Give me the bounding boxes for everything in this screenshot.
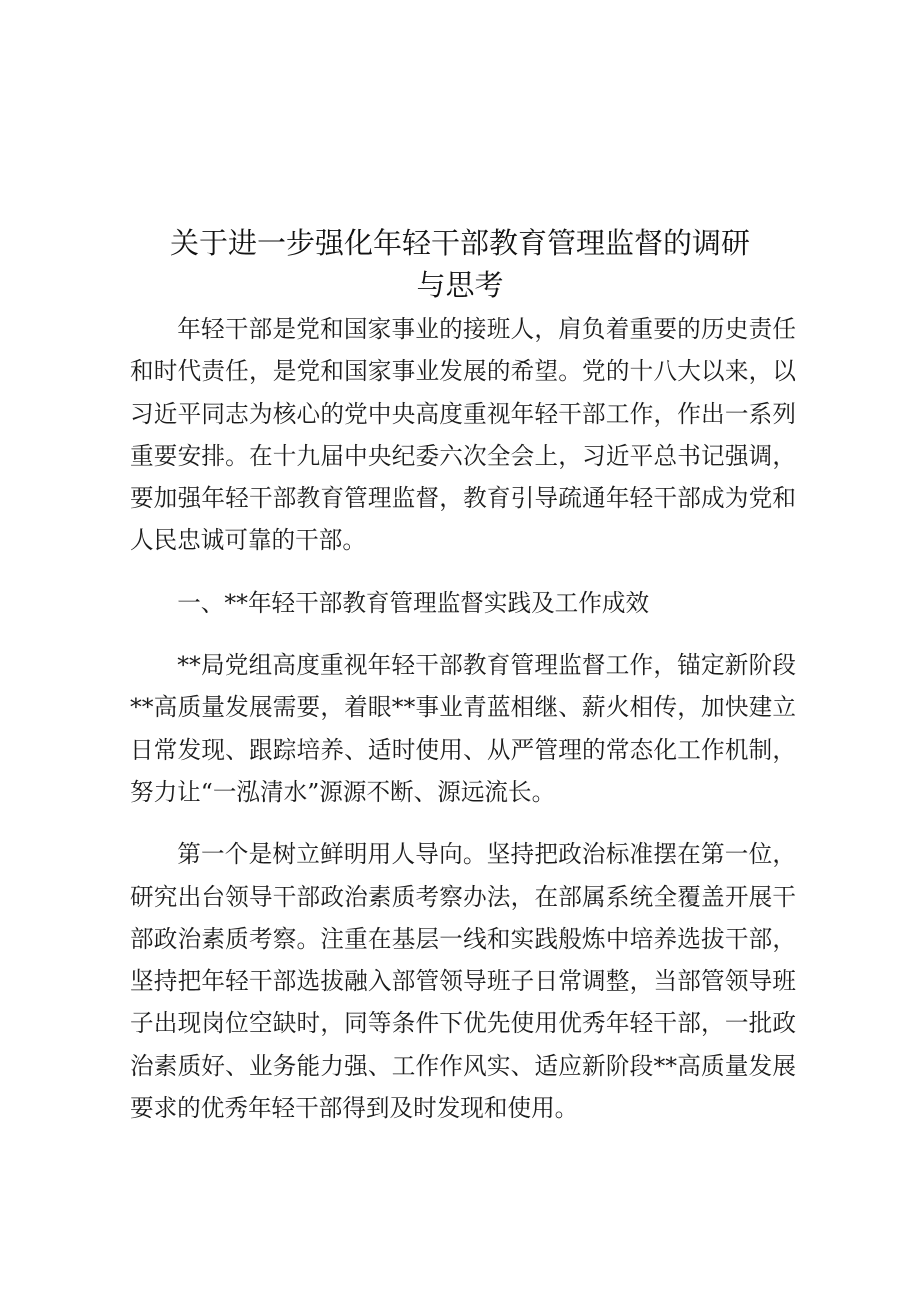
title-line-1: 关于进一步强化年轻干部教育管理监督的调研 [169,226,750,260]
section-heading: 一、**年轻干部教育管理监督实践及工作成效 [177,588,650,617]
document-body [130,308,796,1129]
document-title [130,222,790,306]
intro-paragraph: 年轻干部是党和国家事业的接班人，肩负着重要的历史责任和时代责任，是党和国家事业发展的希望。党的十八大以来，以习近平同志为核心的党中央高度重视年轻干部工作，作出一系列重要安排。在十九届中央纪委六次全会上，习近平总书记强调，要加强年轻干部教育管理监督，教育引导疏通年轻干部成为党和人民忠诚可靠的干部。 [130,315,796,555]
first-point-paragraph: 第一个是树立鲜明用人导向。坚持把政治标准摆在第一位，研究出台领导干部政治素质考察办法，在部属系统全覆盖开展干部政治素质考察。注重在基层一线和实践般炼中培养选拔干部，坚持把年轻干部选拔融入部管领导班子日常调整，当部管领导班子出现岗位空缺时，同等条件下优先使用优秀年轻干部，一批政治素质好、业务能力强、工作作风实、适应新阶段**高质量发展要求的优秀年轻干部得到及时发现和使用。 [130,840,796,1123]
overview-paragraph: **局党组高度重视年轻干部教育管理监督工作，锚定新阶段**高质量发展需要，着眼**事业青蓝相继、薪火相传，加快建立日常发现、跟踪培养、适时使用、从严管理的常态化工作机制，努力让“一泓清水”源源不断、源远流长。 [130,651,796,806]
title-line-2: 与思考 [416,268,504,302]
